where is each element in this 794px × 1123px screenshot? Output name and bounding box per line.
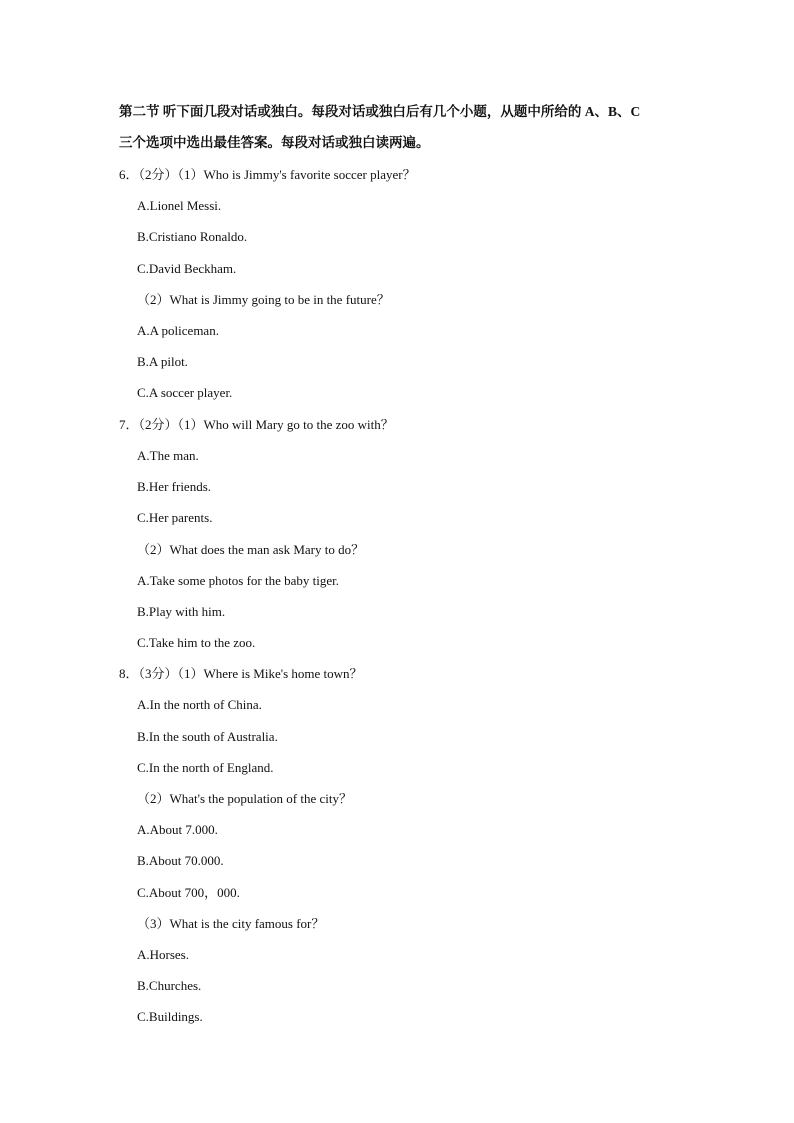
q8-sub-question-2: （2）What's the population of the city？ [137, 791, 352, 806]
q8-1-option-a: A.In the north of China. [137, 697, 262, 712]
q6-2-option-a: A.A policeman. [137, 323, 219, 338]
q8-2-option-b: B.About 70.000. [137, 853, 224, 868]
q8-2-option-c: C.About 700，000. [137, 885, 240, 900]
q8-2-option-a: A.About 7.000. [137, 822, 218, 837]
q6-2-option-b: B.A pilot. [137, 354, 188, 369]
q6-1-option-c: C.David Beckham. [137, 261, 237, 276]
q6-1-option-a: A.Lionel Messi. [137, 198, 222, 213]
q8-3-option-c: C.Buildings. [137, 1009, 203, 1024]
question-7-heading: 7．（2分）（1）Who will Mary go to the zoo with？ [119, 417, 394, 432]
question-8-heading: 8．（3分）（1）Where is Mike's home town？ [119, 666, 363, 681]
q7-1-option-a: A.The man. [137, 448, 199, 463]
q6-sub-question-2: （2）What is Jimmy going to be in the future？ [137, 292, 390, 307]
q8-3-option-b: B.Churches. [137, 978, 202, 993]
q6-2-option-c: C.A soccer player. [137, 385, 233, 400]
q7-2-option-c: C.Take him to the zoo. [137, 635, 256, 650]
q7-2-option-b: B.Play with him. [137, 604, 226, 619]
q7-2-option-a: A.Take some photos for the baby tiger. [137, 573, 339, 588]
question-6-heading: 6．（2分）（1）Who is Jimmy's favorite soccer player？ [119, 167, 416, 182]
q7-sub-question-2: （2）What does the man ask Mary to do？ [137, 542, 365, 557]
section-instruction-line-2: 三个选项中选出最佳答案。每段对话或独白读两遍。 [119, 135, 430, 150]
q8-1-option-b: B.In the south of Australia. [137, 729, 278, 744]
q8-3-option-a: A.Horses. [137, 947, 189, 962]
q7-1-option-c: C.Her parents. [137, 510, 213, 525]
q8-1-option-c: C.In the north of England. [137, 760, 274, 775]
q7-1-option-b: B.Her friends. [137, 479, 212, 494]
q8-sub-question-3: （3）What is the city famous for？ [137, 916, 325, 931]
section-instruction-line-1: 第二节 听下面几段对话或独白。每段对话或独白后有几个小题，从题中所给的 A、B、C [119, 104, 641, 119]
q6-1-option-b: B.Cristiano Ronaldo. [137, 229, 248, 244]
